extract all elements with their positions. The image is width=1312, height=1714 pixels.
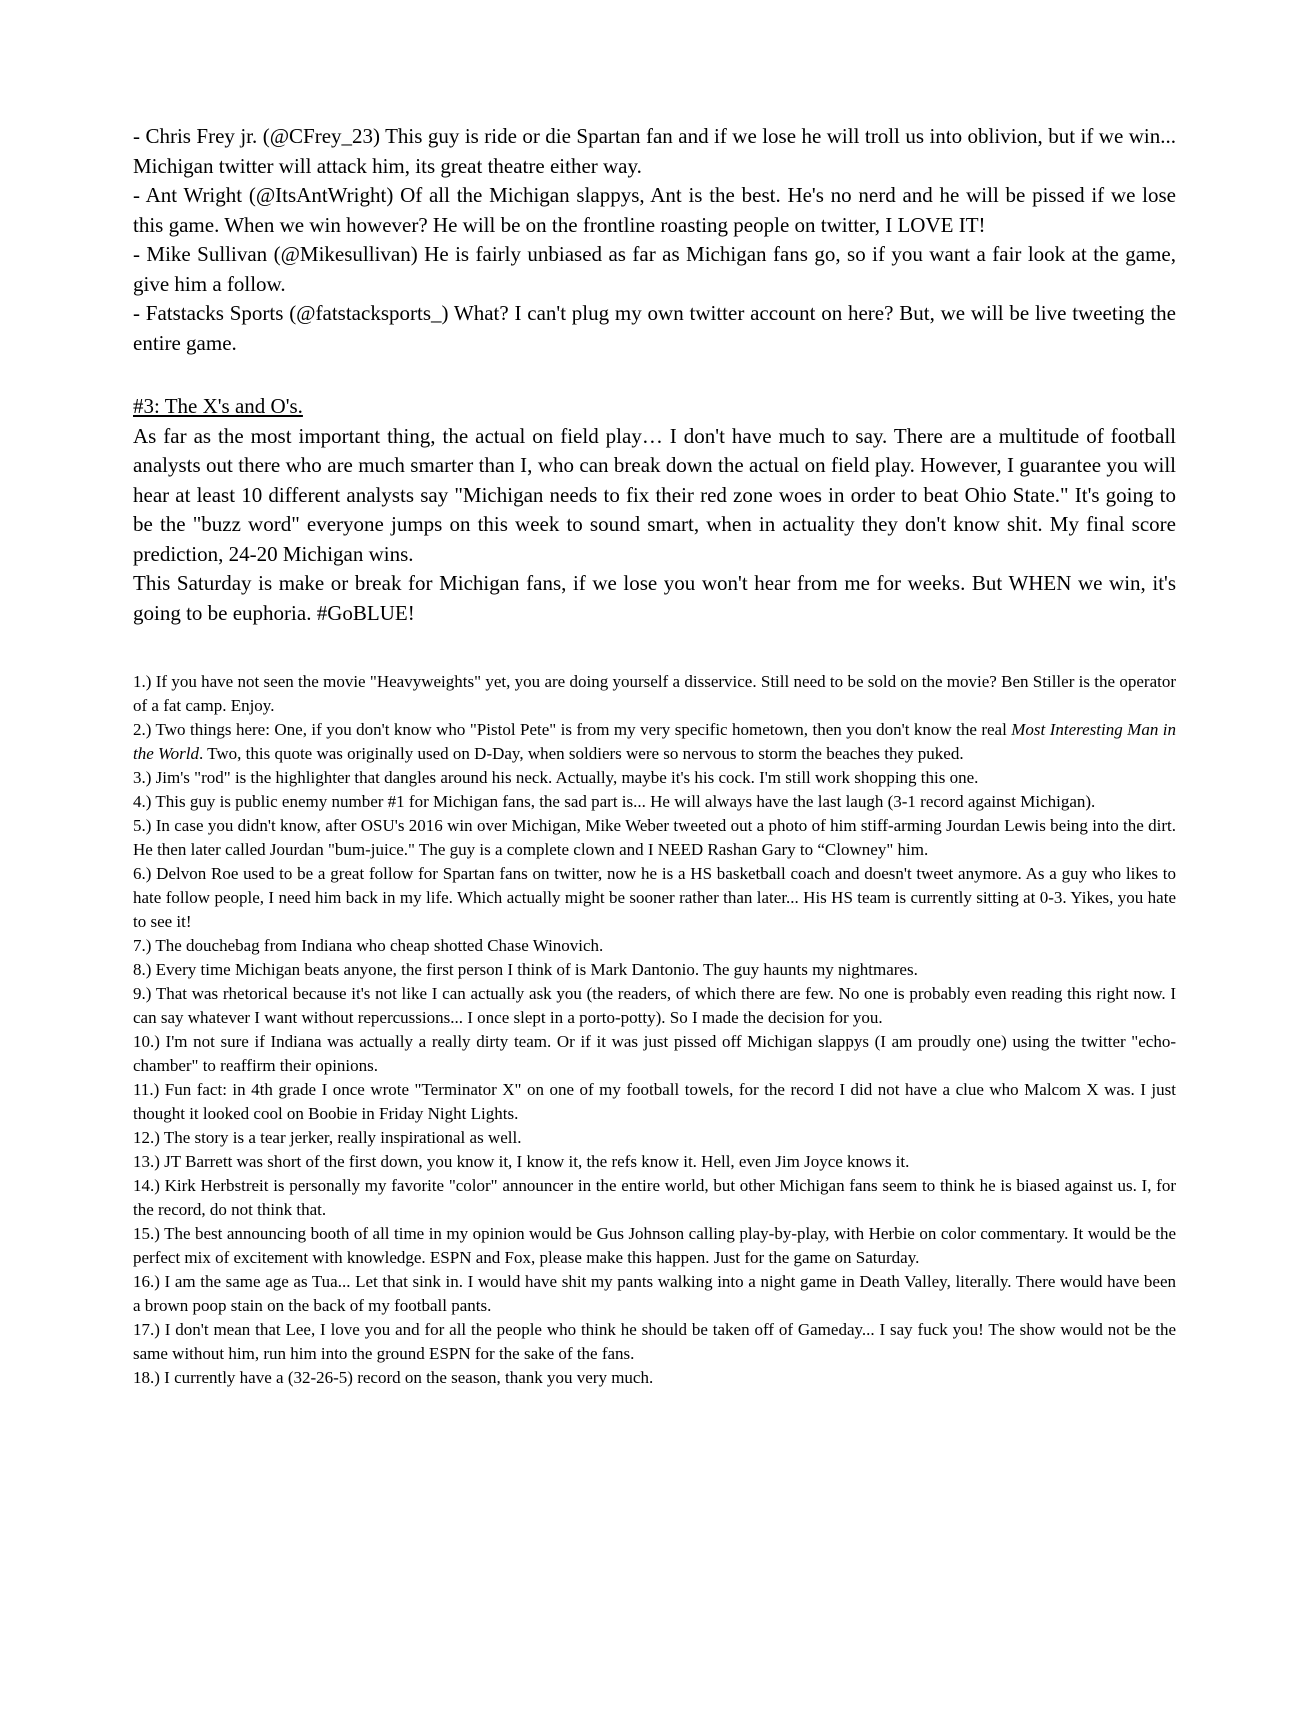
- footnote-12: 12.) The story is a tear jerker, really inspirational as well.: [133, 1128, 522, 1147]
- section-paragraph-analysis: As far as the most important thing, the actual on field play… I don't have much to say. There are a multitude of football analysts out there who are much smarter than I, who can break down the actual on field play. However, I guarantee you will hear at least 10 different analysts say "Michigan needs to fix their red zone woes in order to beat Ohio State." It's going to be the "buzz word" everyone jumps on this week to sound smart, when in actuality they don't know shit. My final score prediction, 24-20 Michigan wins.: [133, 423, 1176, 566]
- footnotes-list: [133, 670, 1176, 1390]
- bullet-chris-frey: - Chris Frey jr. (@CFrey_23) This guy is ride or die Spartan fan and if we lose he will troll us into oblivion, but if we win... Michigan twitter will attack him, its great theatre either way.: [133, 124, 1176, 178]
- section-heading: #3: The X's and O's.: [133, 394, 303, 418]
- footnote-17: 17.) I don't mean that Lee, I love you and for all the people who think he should be taken off of Gameday... I say fuck you! The show would not be the same without him, run him into the ground ESPN for the sake of the fans.: [133, 1320, 1176, 1363]
- footnote-4: 4.) This guy is public enemy number #1 for Michigan fans, the sad part is... He will always have the last laugh (3-1 record against Michigan).: [133, 792, 1096, 811]
- footnote-2-text-pre: 2.) Two things here: One, if you don't know who "Pistol Pete" is from my very specific hometown, then you don't know the real: [133, 720, 1012, 739]
- footnote-11: 11.) Fun fact: in 4th grade I once wrote "Terminator X" on one of my football towels, for the record I did not have a clue who Malcom X was. I just thought it looked cool on Boobie in Friday Night Lights.: [133, 1080, 1176, 1123]
- footnote-5: 5.) In case you didn't know, after OSU's 2016 win over Michigan, Mike Weber tweeted out a photo of him stiff-arming Jourdan Lewis being into the dirt. He then later called Jourdan "bum-juice." The guy is a complete clown and I NEED Rashan Gary to “Clowney" him.: [133, 816, 1176, 859]
- footnote-14: 14.) Kirk Herbstreit is personally my favorite "color" announcer in the entire world, but other Michigan fans seem to think he is biased against us. I, for the record, do not think that.: [133, 1176, 1176, 1219]
- footnote-18: 18.) I currently have a (32-26-5) record on the season, thank you very much.: [133, 1368, 654, 1387]
- footnote-6: 6.) Delvon Roe used to be a great follow for Spartan fans on twitter, now he is a HS basketball coach and doesn't tweet anymore. As a guy who likes to hate follow people, I need him back in my life. Which actually might be sooner rather than later... His HS team is currently sitting at 0-3. Yikes, you hate to see it!: [133, 864, 1176, 931]
- footnote-2-italic-title: Most Interesting Man in the World: [133, 720, 1176, 763]
- footnote-3: 3.) Jim's "rod" is the highlighter that dangles around his neck. Actually, maybe it's his cock. I'm still work shopping this one.: [133, 768, 979, 787]
- footnote-15: 15.) The best announcing booth of all time in my opinion would be Gus Johnson calling play-by-play, with Herbie on color commentary. It would be the perfect mix of excitement with knowledge. ESPN and Fox, please make this happen. Just for the game on Saturday.: [133, 1224, 1176, 1267]
- article-content: [133, 122, 1176, 1390]
- twitter-follow-list: [133, 122, 1176, 358]
- bullet-fatstacks-sports: - Fatstacks Sports (@fatstacksports_) What? I can't plug my own twitter account on here? But, we will be live tweeting the entire game.: [133, 301, 1176, 355]
- footnote-9: 9.) That was rhetorical because it's not like I can actually ask you (the readers, of which there are few. No one is probably even reading this right now. I can say whatever I want without repercussions... I once slept in a porto-potty). So I made the decision for you.: [133, 984, 1176, 1027]
- footnote-8: 8.) Every time Michigan beats anyone, the first person I think of is Mark Dantonio. The guy haunts my nightmares.: [133, 960, 918, 979]
- footnote-2: [133, 718, 1176, 766]
- footnote-1: 1.) If you have not seen the movie "Heavyweights" yet, you are doing yourself a disservice. Still need to be sold on the movie? Ben Stiller is the operator of a fat camp. Enjoy.: [133, 672, 1176, 715]
- section-xs-and-os: [133, 392, 1176, 628]
- footnote-16: 16.) I am the same age as Tua... Let that sink in. I would have shit my pants walking into a night game in Death Valley, literally. There would have been a brown poop stain on the back of my football pants.: [133, 1272, 1176, 1315]
- bullet-mike-sullivan: - Mike Sullivan (@Mikesullivan) He is fairly unbiased as far as Michigan fans go, so if you want a fair look at the game, give him a follow.: [133, 242, 1176, 296]
- footnote-10: 10.) I'm not sure if Indiana was actually a really dirty team. Or if it was just pissed off Michigan slappys (I am proudly one) using the twitter "echo-chamber" to reaffirm their opinions.: [133, 1032, 1176, 1075]
- footnote-2-text-post: . Two, this quote was originally used on D-Day, when soldiers were so nervous to storm the beaches they puked.: [198, 744, 964, 763]
- section-paragraph-closing: This Saturday is make or break for Michigan fans, if we lose you won't hear from me for weeks. But WHEN we win, it's going to be euphoria. #GoBLUE!: [133, 571, 1176, 625]
- footnote-13: 13.) JT Barrett was short of the first down, you know it, I know it, the refs know it. Hell, even Jim Joyce knows it.: [133, 1152, 910, 1171]
- footnote-7: 7.) The douchebag from Indiana who cheap shotted Chase Winovich.: [133, 936, 604, 955]
- bullet-ant-wright: - Ant Wright (@ItsAntWright) Of all the Michigan slappys, Ant is the best. He's no nerd and he will be pissed if we lose this game. When we win however? He will be on the frontline roasting people on twitter, I LOVE IT!: [133, 183, 1176, 237]
